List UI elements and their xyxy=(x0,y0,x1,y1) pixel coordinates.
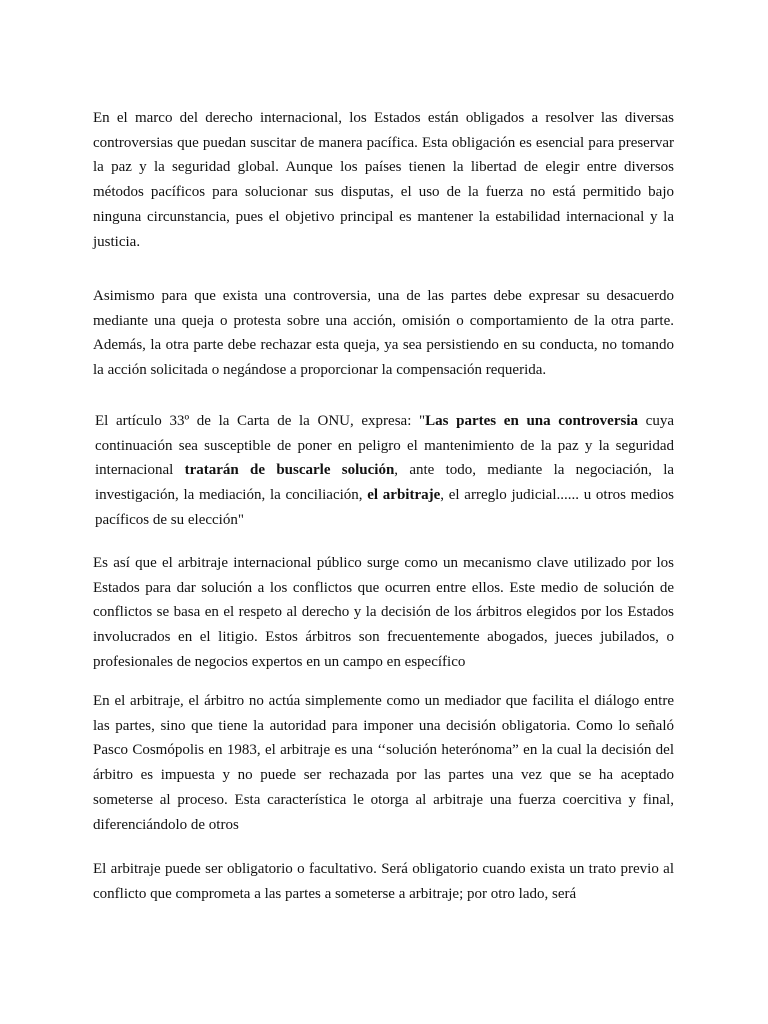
quote-bold-segment: tratarán de buscarle solución xyxy=(184,462,395,479)
paragraph-arbitrator-authority: En el arbitraje, el árbitro no actúa simplemente como un mediador que facilita el diálogo entre las partes, sino que tiene la autoridad para imponer una decisión obligatoria. Como lo señaló Pasco Cosmópolis en 1983, el arbitraje es una ‘‘solución heterónoma” en la cual la decisión del árbitro es impuesta y no puede ser rechazada por las partes una vez que se ha aceptado someterse al proceso. Esta característica le otorga al arbitraje una fuerza coercitiva y final, diferenciándolo de otros xyxy=(93,693,674,833)
quote-segment: , el arreglo judicial...... u otros medios pacíficos de su elección" xyxy=(95,487,674,528)
quote-segment: cuya continuación sea susceptible de poner en peligro el mantenimiento de la paz y la seguridad internacional xyxy=(95,413,674,479)
quote-segment: El artículo 33º de la Carta de la ONU, expresa: " xyxy=(95,413,426,429)
quote-bold-segment: el arbitraje xyxy=(367,487,441,504)
paragraph-obligation-peaceful-resolution: En el marco del derecho internacional, los Estados están obligados a resolver las diversas controversias que puedan suscitar de manera pacífica. Esta obligación es esencial para preservar la paz y la seguridad global. Aunque los países tienen la libertad de elegir entre diversos métodos pacíficos para solucionar sus disputas, el uso de la fuerza no está permitido bajo ninguna circunstancia, pues el objetivo principal es mantener la estabilidad internacional y la justicia. xyxy=(93,110,674,250)
paragraph-controversy-definition: Asimismo para que exista una controversia, una de las partes debe expresar su desacuerdo mediante una queja o protesta sobre una acción, omisión o comportamiento de la otra parte. Además, la otra parte debe rechazar esta queja, ya sea persistiendo en su conducta, no tomando la acción solicitada o negándose a proporcionar la compensación requerida. xyxy=(93,288,674,379)
paragraph-international-arbitration: Es así que el arbitraje internacional público surge como un mecanismo clave utilizado por los Estados para dar solución a los conflictos que ocurren entre ellos. Este medio de solución de conflictos se basa en el respeto al derecho y la decisión de los árbitros elegidos por los Estados involucrados en el litigio. Estos árbitros son frecuentemente abogados, jueces jubilados, o profesionales de negocios expertos en un campo en específico xyxy=(93,555,674,670)
paragraph-un-charter-article-33 xyxy=(95,409,674,533)
quote-segment: , ante todo, mediante la negociación, la investigación, la mediación, la conciliación, xyxy=(95,462,675,504)
paragraph-arbitration-types: El arbitraje puede ser obligatorio o facultativo. Será obligatorio cuando exista un trato previo al conflicto que comprometa a las partes a someterse a arbitraje; por otro lado, será xyxy=(93,861,674,902)
quote-bold-segment: Las partes en una controversia xyxy=(425,413,639,429)
